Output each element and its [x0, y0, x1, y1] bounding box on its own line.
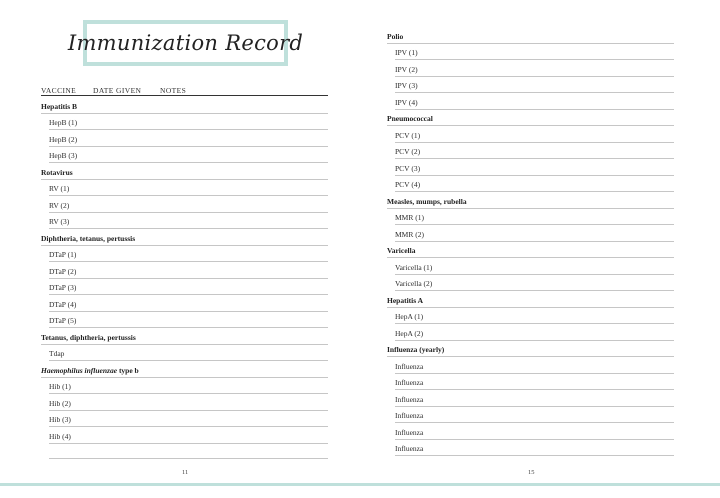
dose-influenza [387, 374, 674, 391]
dose-label: Hib (2) [49, 398, 71, 408]
dose-label: PCV (3) [395, 163, 421, 173]
dose-hepa-1 [387, 308, 674, 325]
dose-label: Influenza [395, 444, 424, 453]
dose-influenza [387, 357, 674, 374]
dose-label: PCV (1) [395, 130, 421, 140]
dose-hib-2 [41, 394, 328, 411]
dose-label: Hib (3) [49, 415, 71, 424]
category-label: Diphtheria, tetanus, pertussis [41, 233, 136, 243]
category-label: Polio [387, 31, 404, 41]
dose-varicella-2 [387, 275, 674, 292]
dose-ipv-2 [387, 60, 674, 77]
dose-label: RV (3) [49, 217, 70, 226]
dose-influenza [387, 407, 674, 424]
dose-label: DTaP (3) [49, 283, 77, 292]
dose-label: DTaP (1) [49, 250, 77, 259]
dose-label: Hib (1) [49, 382, 71, 391]
dose-influenza [387, 440, 674, 457]
category-label: Influenza (yearly) [387, 345, 445, 354]
category-label-italic: Haemophilus influenzae [41, 365, 118, 375]
dose-label: Varicella (1) [395, 262, 433, 272]
dose-mmr-2 [387, 225, 674, 242]
dose-hepb-2 [41, 130, 328, 147]
dose-label: RV (1) [49, 184, 70, 193]
category-label: Measles, mumps, rubella [387, 196, 467, 206]
dose-pcv-2 [387, 143, 674, 160]
category-polio [387, 27, 674, 44]
dose-label: DTaP (5) [49, 316, 77, 325]
dose-varicella-1 [387, 258, 674, 275]
dose-label: IPV (3) [395, 81, 418, 90]
right-page [360, 0, 720, 498]
dose-influenza [387, 390, 674, 407]
category-label: Hepatitis A [387, 295, 424, 305]
header-date-given: DATE GIVEN [93, 86, 142, 95]
header-notes: NOTES [160, 86, 187, 95]
dose-label: Influenza [395, 411, 424, 420]
dose-label: RV (2) [49, 200, 70, 210]
category-measles-mumps-rubella [387, 192, 674, 209]
dose-label: IPV (1) [395, 48, 418, 57]
dose-hepb-3 [41, 147, 328, 164]
dose-rv-1 [41, 180, 328, 197]
dose-pcv-4 [387, 176, 674, 193]
dose-label: HepA (2) [395, 328, 424, 338]
category-label: Pneumococcal [387, 114, 433, 123]
dose-ipv-1 [387, 44, 674, 61]
dose-label: HepB (1) [49, 118, 78, 127]
category-label: Varicella [387, 246, 416, 255]
category-hepatitis-a [387, 291, 674, 308]
dose-label: HepB (2) [49, 134, 78, 144]
dose-label: Tdap [49, 349, 65, 358]
dose-rv-2 [41, 196, 328, 213]
dose-ipv-3 [387, 77, 674, 94]
dose-label: IPV (2) [395, 64, 418, 74]
page-title: Immunization Record [67, 31, 304, 55]
dose-hib-4 [41, 427, 328, 444]
blank-rule [49, 458, 328, 459]
category-varicella [387, 242, 674, 259]
category-label: Rotavirus [41, 167, 73, 177]
page-number: 15 [528, 469, 535, 476]
category-rotavirus [41, 163, 328, 180]
dose-pcv-3 [387, 159, 674, 176]
dose-label: Influenza [395, 427, 424, 437]
category-label: Tetanus, diphtheria, pertussis [41, 332, 136, 342]
dose-hib-1 [41, 378, 328, 395]
dose-label: IPV (4) [395, 97, 418, 107]
category-influenza-yearly [387, 341, 674, 358]
dose-hepb-1 [41, 114, 328, 131]
column-header [41, 85, 328, 96]
accent-bar [0, 483, 720, 486]
dose-dtap-5 [41, 312, 328, 329]
category-label [41, 366, 139, 375]
dose-mmr-1 [387, 209, 674, 226]
dose-dtap-3 [41, 279, 328, 296]
dose-dtap-1 [41, 246, 328, 263]
title-frame [67, 20, 304, 66]
dose-label: DTaP (4) [49, 299, 77, 309]
dose-label: Influenza [395, 394, 424, 404]
dose-label: Influenza [395, 361, 424, 371]
dose-pcv-1 [387, 126, 674, 143]
dose-label: DTaP (2) [49, 266, 77, 276]
category-label-rest: type b [118, 365, 139, 375]
dose-dtap-2 [41, 262, 328, 279]
dose-influenza [387, 423, 674, 440]
category-diphtheria-tetanus-pertussis [41, 229, 328, 246]
dose-hepa-2 [387, 324, 674, 341]
dose-label: HepA (1) [395, 312, 424, 321]
dose-hib-3 [41, 411, 328, 428]
dose-label: PCV (4) [395, 180, 421, 189]
dose-dtap-4 [41, 295, 328, 312]
page-number: 11 [182, 469, 189, 476]
category-tetanus-diphtheria-pertussis [41, 328, 328, 345]
category-pneumococcal [387, 110, 674, 127]
dose-label: Hib (4) [49, 431, 71, 441]
dose-label: MMR (2) [395, 229, 424, 239]
dose-label: HepB (3) [49, 151, 78, 160]
dose-rv-3 [41, 213, 328, 230]
header-vaccine: VACCINE [41, 86, 77, 95]
category-label: Hepatitis B [41, 101, 78, 111]
category-haemophilus-influenzae-type-b [41, 361, 328, 378]
dose-label: MMR (1) [395, 213, 424, 222]
dose-label: Varicella (2) [395, 279, 433, 288]
dose-label: PCV (2) [395, 147, 421, 156]
dose-tdap [41, 345, 328, 362]
category-hepatitis-b [41, 97, 328, 114]
dose-ipv-4 [387, 93, 674, 110]
dose-label: Influenza [395, 378, 424, 387]
